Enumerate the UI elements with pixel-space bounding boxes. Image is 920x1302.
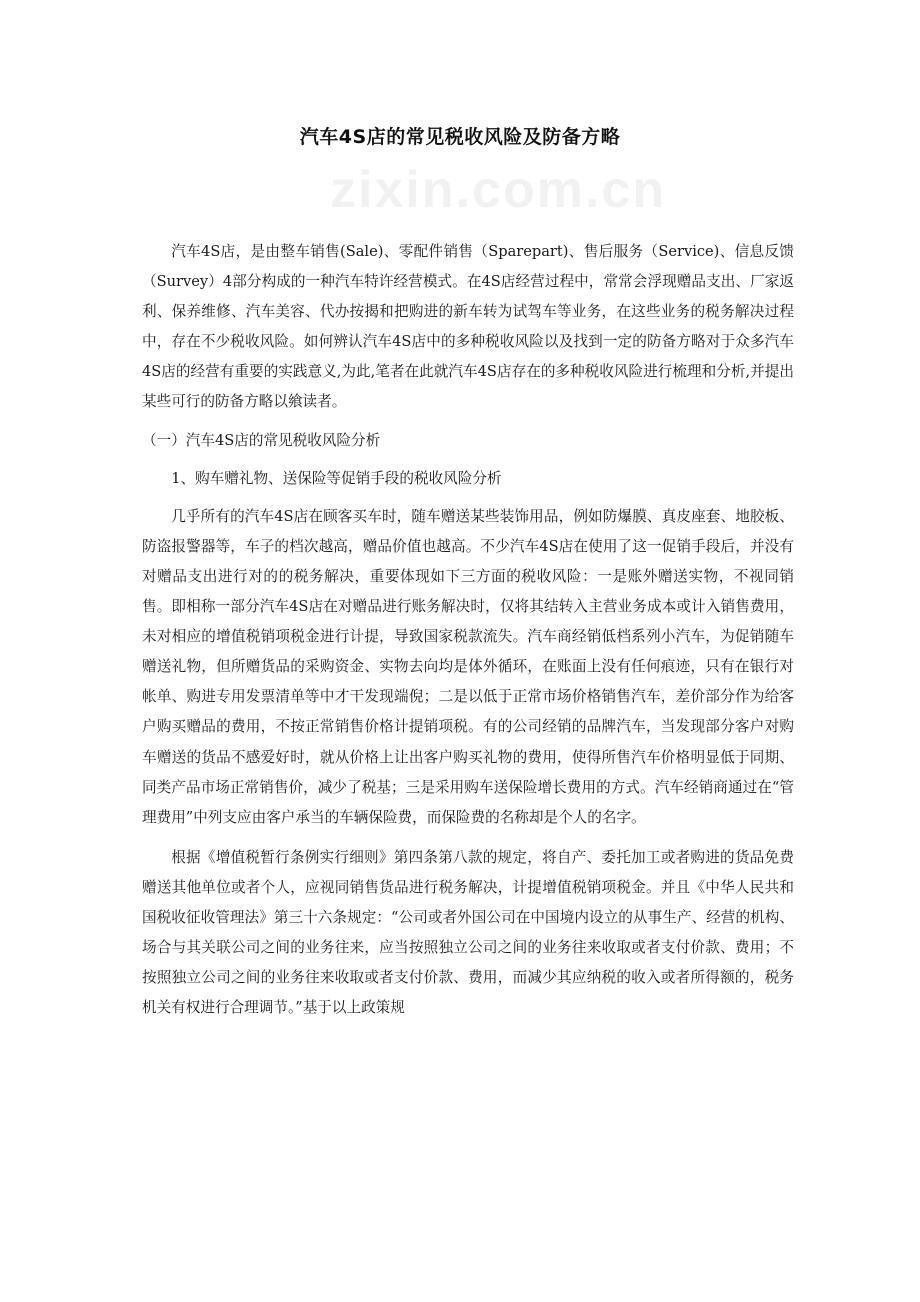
body-paragraph-regulations: 根据《增值税暂行条例实行细则》第四条第八款的规定，将自产、委托加工或者购进的货品免费赠送其他单位或者个人，应视同销售货品进行税务解决，计提增值税销项税金。并且《中华人民共和国税收征收管理法》第三十六条规定：“公司或者外国公司在中国境内设立的从事生产、经营的机构、场合与其关联公司之间的业务往来，应当按照独立公司之间的业务往来收取或者支付价款、费用；不按照独立公司之间的业务往来收取或者支付价款、费用，而减少其应纳税的收入或者所得额的，税务机关有权进行合理调节。”基于以上政策规 [142, 848, 794, 1017]
watermark-text: zixin.com.cn [330, 161, 667, 219]
intro-paragraph: 汽车4S店，是由整车销售(Sale)、零配件销售（Sparepart)、售后服务（Service)、信息反馈（Survey）4部分构成的一种汽车特许经营模式。在4S店经营过程中，常常会浮现赠品支出、厂家返利、保养维修、汽车美容、代办按揭和把购进的新车转为试驾车等业务，在这些业务的税务解决过程中，存在不少税收风险。如何辨认汽车4S店中的多种税收风险以及找到一定的防备方略对于众多汽车4S店的经营有重要的实践意义,为此,笔者在此就汽车4S店存在的多种税收风险进行梳理和分析,并提出某些可行的防备方略以飨读者。 [142, 243, 794, 411]
body-paragraph-promotions: 几乎所有的汽车4S店在顾客买车时，随车赠送某些装饰用品，例如防爆膜、真皮座套、地胶板、防盗报警器等，车子的档次越高，赠品价值也越高。不少汽车4S店在使用了这一促销手段后，并没有对赠品支出进行对的的税务解决，重要体现如下三方面的税收风险：一是账外赠送实物，不视同销售。即相称一部分汽车4S店在对赠品进行账务解决时，仅将其结转入主营业务成本或计入销售费用，未对相应的增值税销项税金进行计提，导致国家税款流失。汽车商经销低档系列小汽车，为促销随车赠送礼物，但所赠货品的采购资金、实物去向均是体外循环，在账面上没有任何痕迹，只有在银行对帐单、购进专用发票清单等中才干发现端倪；二是以低于正常市场价格销售汽车，差价部分作为给客户购买赠品的费用，不按正常销售价格计提销项税。有的公司经销的品牌汽车，当发现部分客户对购车赠送的货品不感爱好时，就从价格上让出客户购买礼物的费用，使得所售汽车价格明显低于同期、同类产品市场正常销售价，减少了税基；三是采用购车送保险增长费用的方式。汽车经销商通过在“管理费用”中列支应由客户承当的车辆保险费，而保险费的名称却是个人的名字。 [142, 507, 794, 826]
document-body [142, 237, 794, 1023]
section-heading: （一）汽车4S店的常见税收风险分析 [142, 431, 381, 449]
document-title: 汽车4S店的常见税收风险及防备方略 [299, 126, 621, 148]
subsection-heading: 1、购车赠礼物、送保险等促销手段的税收风险分析 [171, 469, 502, 487]
